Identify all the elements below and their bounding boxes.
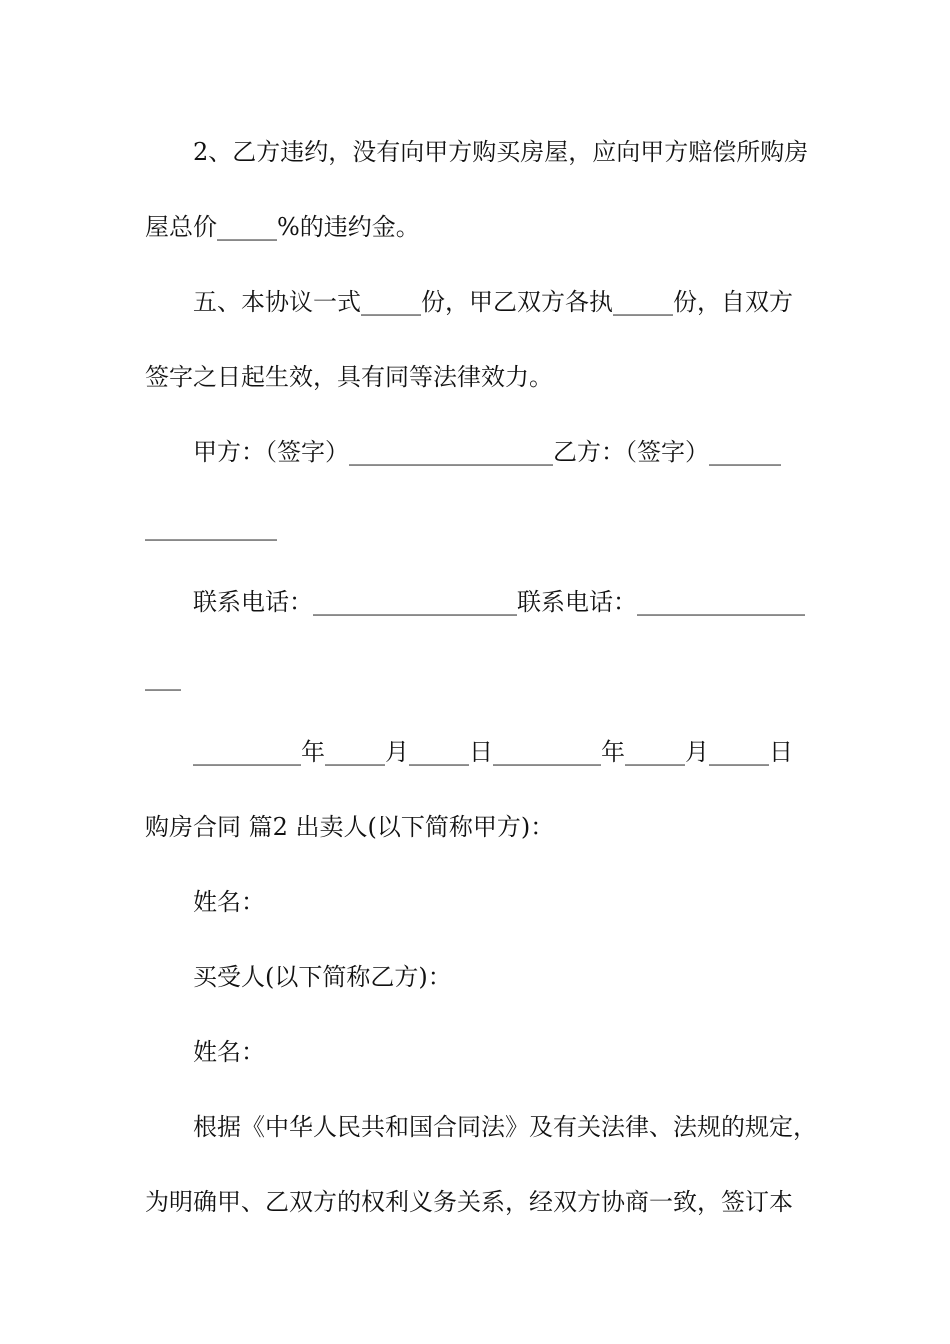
date-line: _________年_____月_____日_________年_____月_____日 [193,738,793,766]
preamble-line-1: 根据《中华人民共和国合同法》及有关法律、法规的规定， [193,1113,817,1141]
clause-2-line-2: 屋总价_____%的违约金。 [145,213,420,241]
buyer-name-label: 姓名： [193,1038,265,1066]
contract-2-heading: 购房合同 篇2 出卖人(以下简称甲方)： [145,813,555,841]
buyer-heading: 买受人(以下简称乙方)： [193,963,452,991]
phone-line-continued: ___ [145,663,181,691]
preamble-line-2: 为明确甲、乙双方的权利义务关系，经双方协商一致，签订本 [145,1188,793,1216]
clause-2-line-1: 2、乙方违约，没有向甲方购买房屋，应向甲方赔偿所购房 [193,138,809,166]
signature-line: 甲方：（签字）_________________乙方：（签字）______ [193,438,781,466]
phone-line: 联系电话：_________________联系电话：______________ [193,588,805,616]
clause-5-line-2: 签字之日起生效，具有同等法律效力。 [145,363,553,391]
signature-line-continued: ___________ [145,513,277,541]
seller-name-label: 姓名： [193,888,265,916]
clause-5-line-1: 五、本协议一式_____份，甲乙双方各执_____份，自双方 [193,288,793,316]
